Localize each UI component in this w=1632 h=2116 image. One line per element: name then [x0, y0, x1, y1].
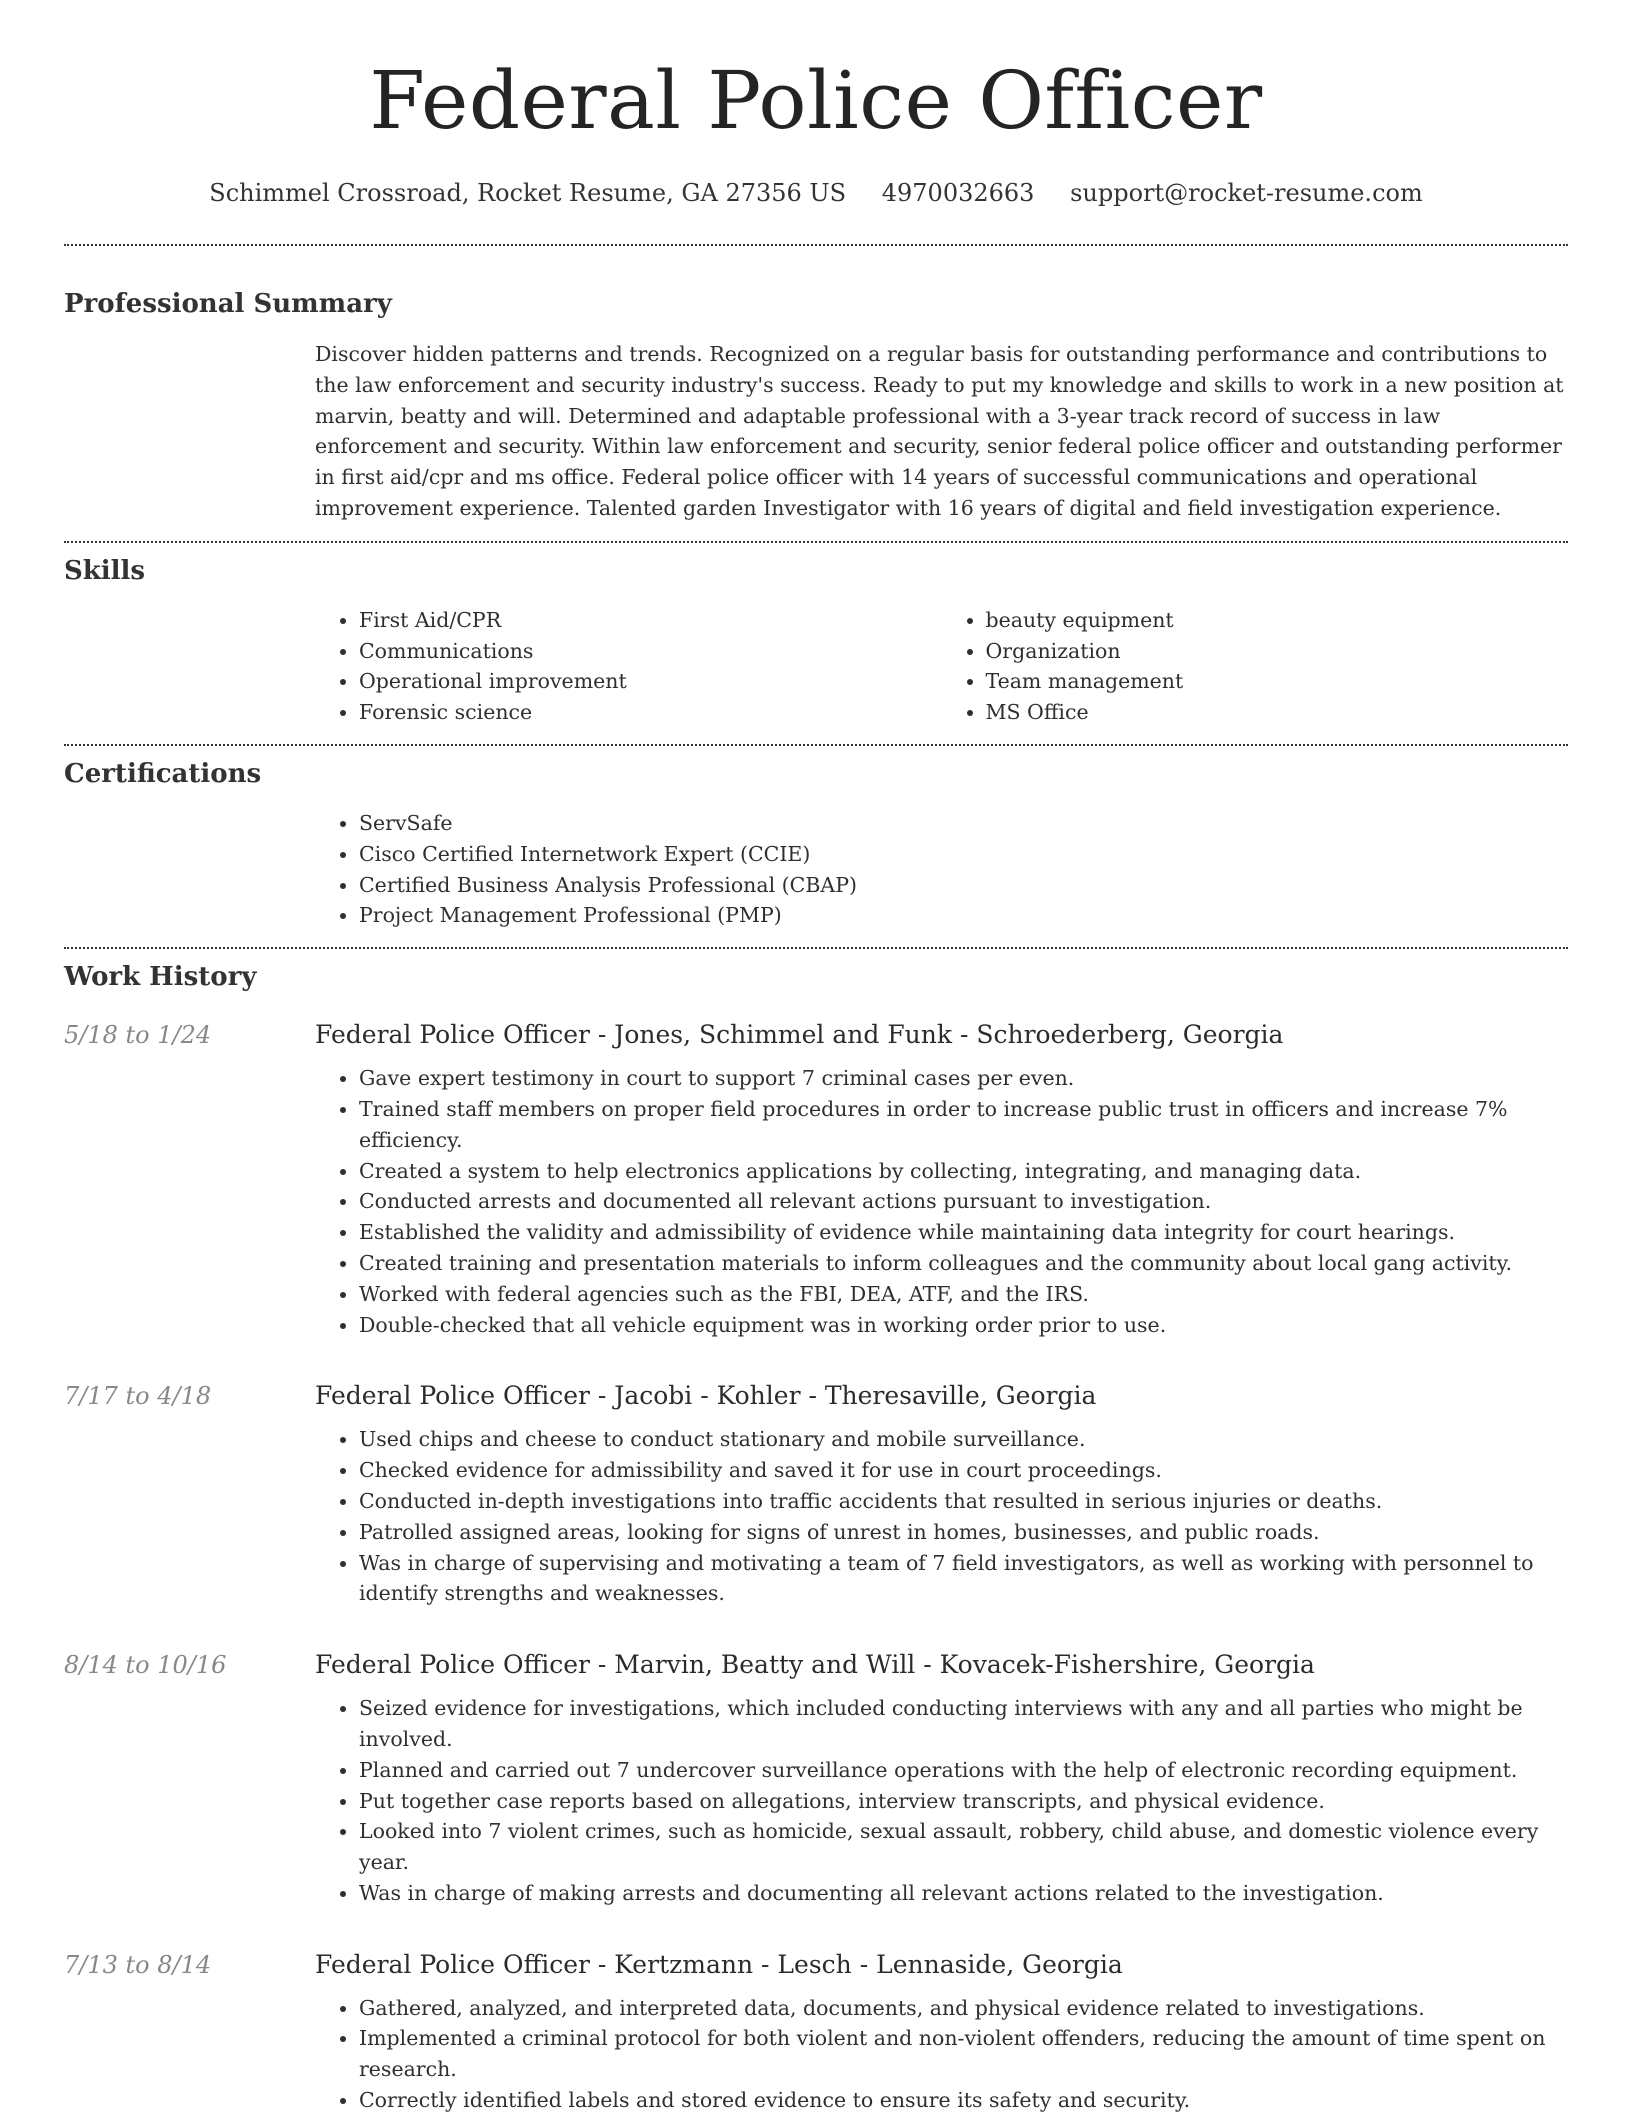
list-item: • Trained staff members on proper field procedures in order to increase public trust in officers and increase 7% efficiency.: [359, 1094, 1568, 1156]
certifications-section: [64, 756, 1568, 931]
list-item: • Put together case reports based on allegations, interview transcripts, and physical evidence.: [359, 1786, 1568, 1817]
list-item: • Seized evidence for investigations, which included conducting interviews with any and all parties who might be involved.: [359, 1693, 1568, 1755]
work-history-heading: Work History: [64, 962, 257, 993]
list-item: • Looked into 7 violent crimes, such as homicide, sexual assault, robbery, child abuse, and domestic violence every year.: [359, 1816, 1568, 1878]
list-item: • Organization: [986, 636, 1569, 667]
job-title: Federal Police Officer - Kertzmann - Lesch - Lennaside, Georgia: [315, 1949, 1123, 1979]
list-item: • Certified Business Analysis Professional (CBAP): [359, 870, 1568, 901]
list-item: • Gathered, analyzed, and interpreted data, documents, and physical evidence related to investigations.: [359, 1993, 1568, 2024]
job-bullets: [315, 1063, 1568, 1340]
list-item: • Patrolled assigned areas, looking for signs of unrest in homes, businesses, and public roads.: [359, 1517, 1568, 1548]
list-item: • ServSafe: [359, 808, 1568, 839]
contact-line: [64, 176, 1568, 210]
contact-email: support@rocket-resume.com: [1070, 179, 1423, 207]
job-entry: [64, 1647, 1568, 1909]
resume-page: [64, 0, 1568, 2116]
job-bullets: [315, 1424, 1568, 1609]
job-dates: 5/18 to 1/24: [64, 1021, 212, 1050]
list-item: • Planned and carried out 7 undercover surveillance operations with the help of electronic recording equipment.: [359, 1755, 1568, 1786]
list-item: • Gave expert testimony in court to support 7 criminal cases per even.: [359, 1063, 1568, 1094]
list-item: • Double-checked that all vehicle equipment was in working order prior to use.: [359, 1310, 1568, 1341]
summary-heading: Professional Summary: [64, 289, 392, 319]
list-item: • First Aid/CPR: [359, 605, 942, 636]
list-item: • Worked with federal agencies such as the FBI, DEA, ATF, and the IRS.: [359, 1279, 1568, 1310]
list-item: • Was in charge of making arrests and documenting all relevant actions related to the investigation.: [359, 1878, 1568, 1909]
certifications-heading: Certifications: [64, 758, 262, 789]
list-item: • Was in charge of supervising and motivating a team of 7 field investigators, as well as working with personnel to identify strengths and weaknesses.: [359, 1548, 1568, 1610]
summary-body: [315, 339, 1568, 524]
list-item: • beauty equipment: [986, 605, 1569, 636]
job-entry: [64, 1378, 1568, 1609]
list-item: • Operational improvement: [359, 666, 942, 697]
list-item: • Checked evidence for admissibility and saved it for use in court proceedings.: [359, 1455, 1568, 1486]
summary-section: [64, 286, 1568, 524]
list-item: • Project Management Professional (PMP): [359, 900, 1568, 931]
list-item: • MS Office: [986, 697, 1569, 728]
list-item: • Forensic science: [359, 697, 942, 728]
job-dates: 8/14 to 10/16: [64, 1651, 227, 1680]
list-item: • Cisco Certified Internetwork Expert (CCIE): [359, 839, 1568, 870]
list-item: • Established the validity and admissibility of evidence while maintaining data integrity for court hearings.: [359, 1217, 1568, 1248]
list-item: • Used chips and cheese to conduct stationary and mobile surveillance.: [359, 1424, 1568, 1455]
list-item: • Conducted in-depth investigations into traffic accidents that resulted in serious injuries or deaths.: [359, 1486, 1568, 1517]
section-divider: [64, 244, 1568, 246]
contact-address: Schimmel Crossroad, Rocket Resume, GA 27356 US: [209, 179, 847, 207]
section-divider: [64, 947, 1568, 949]
skills-column-right: [942, 605, 1569, 728]
skills-heading: Skills: [64, 555, 146, 586]
job-bullets: [315, 1693, 1568, 1909]
job-dates: 7/17 to 4/18: [64, 1382, 212, 1411]
section-divider: [64, 744, 1568, 746]
skills-column-left: [315, 605, 942, 728]
certifications-list: [315, 808, 1568, 931]
skills-section: [64, 553, 1568, 728]
list-item: • Team management: [986, 666, 1569, 697]
contact-phone: 4970032663: [881, 179, 1035, 207]
job-title: Federal Police Officer - Jacobi - Kohler - Theresaville, Georgia: [315, 1381, 1097, 1411]
skills-list: [315, 605, 1568, 728]
job-title: Federal Police Officer - Jones, Schimmel and Funk - Schroederberg, Georgia: [315, 1020, 1284, 1050]
list-item: • Correctly identified labels and stored evidence to ensure its safety and security.: [359, 2085, 1568, 2116]
list-item: • Conducted arrests and documented all relevant actions pursuant to investigation.: [359, 1186, 1568, 1217]
job-entry: [64, 1947, 1568, 2116]
section-divider: [64, 541, 1568, 543]
summary-text: Discover hidden patterns and trends. Recognized on a regular basis for outstanding performance and contributions to the law enforcement and security industry's success. Ready to put my knowledge and skills to work in a new position at marvin, beatty and will. Determined and adaptable professional with a 3-year track record of success in law enforcement and security. Within law enforcement and security, senior federal police officer and outstanding performer in first aid/cpr and ms office. Federal police officer with 14 years of successful communications and operational improvement experience. Talented garden Investigator with 16 years of digital and field investigation experience.: [315, 342, 1564, 520]
work-history-section: [64, 959, 1568, 2116]
job-dates: 7/13 to 8/14: [64, 1950, 212, 1979]
job-title: Federal Police Officer - Marvin, Beatty and Will - Kovacek-Fishershire, Georgia: [315, 1650, 1315, 1680]
candidate-name: Federal Police Officer: [369, 54, 1263, 147]
job-bullets: [315, 1993, 1568, 2116]
list-item: • Implemented a criminal protocol for both violent and non-violent offenders, reducing the amount of time spent on research.: [359, 2023, 1568, 2085]
job-entry: [64, 1017, 1568, 1340]
list-item: • Created training and presentation materials to inform colleagues and the community about local gang activity.: [359, 1248, 1568, 1279]
list-item: • Created a system to help electronics applications by collecting, integrating, and managing data.: [359, 1156, 1568, 1187]
list-item: • Communications: [359, 636, 942, 667]
